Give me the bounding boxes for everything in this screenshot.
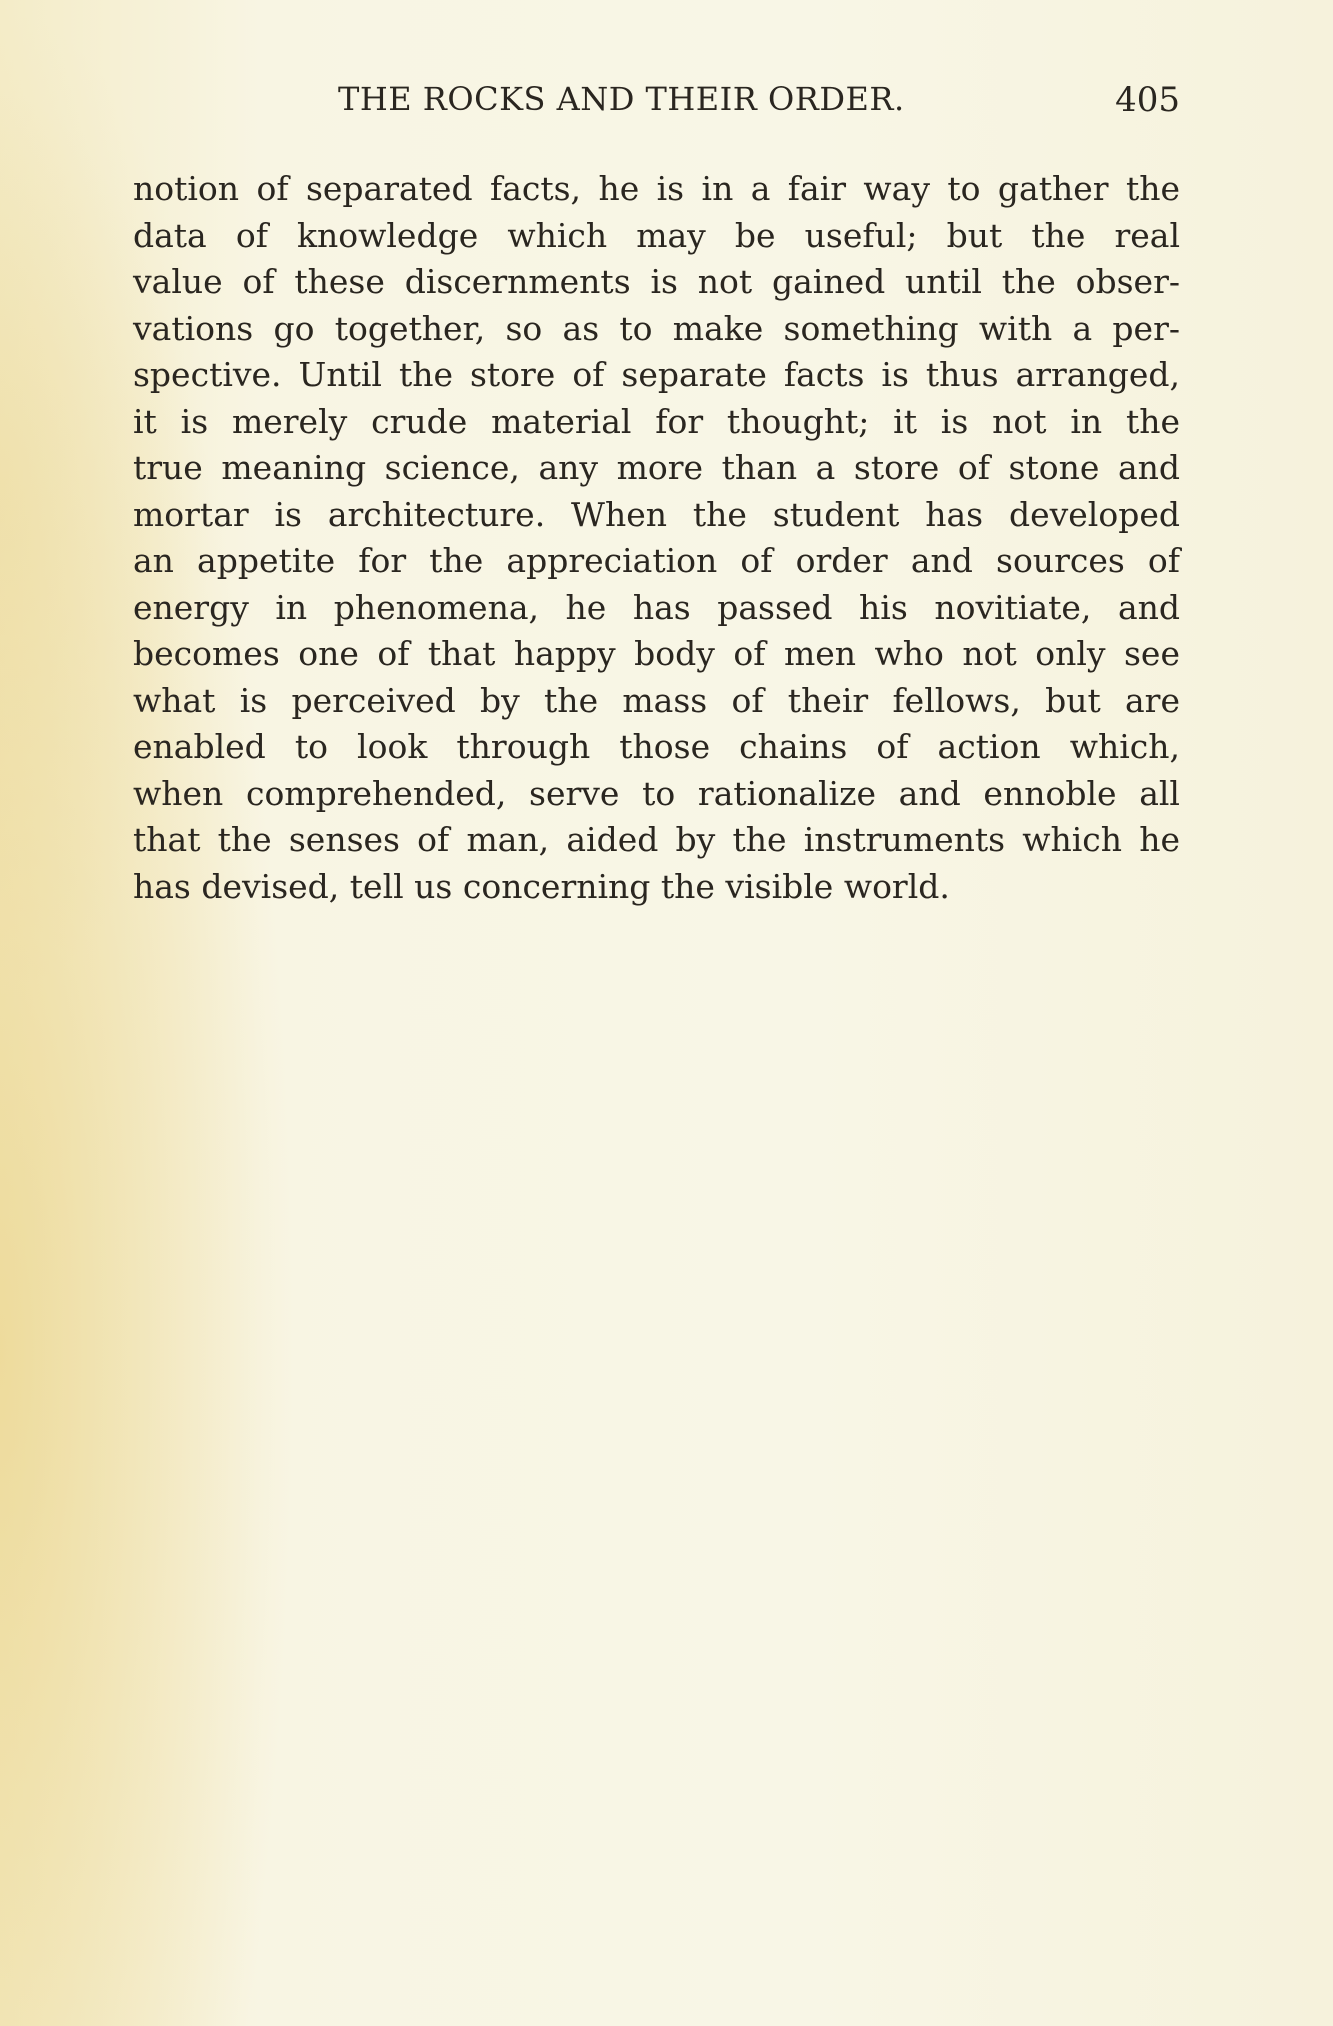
text-line: mortar is architecture. When the student has developed xyxy=(133,494,1180,534)
text-line: has devised, tell us concerning the visible world. xyxy=(133,866,950,906)
body-paragraph xyxy=(133,166,1180,910)
text-line: it is merely crude material for thought; it is not in the xyxy=(133,401,1180,441)
text-line: an appetite for the appreciation of order and sources of xyxy=(133,541,1180,580)
text-line: becomes one of that happy body of men who not only see xyxy=(133,634,1180,673)
text-line: data of knowledge which may be useful; but the real xyxy=(133,215,1180,255)
page-number: 405 xyxy=(1115,80,1180,120)
text-line: what is perceived by the mass of their fellows, but are xyxy=(133,680,1180,720)
text-line: vations go together, so as to make something with a per- xyxy=(133,308,1180,348)
page-header xyxy=(133,80,1180,124)
text-line: enabled to look through those chains of action which, xyxy=(133,727,1180,766)
text-line: true meaning science, any more than a store of stone and xyxy=(133,448,1180,487)
running-title: THE ROCKS AND THEIR ORDER. xyxy=(338,80,905,118)
text-line: spective. Until the store of separate facts is thus arranged, xyxy=(133,355,1180,394)
text-line: value of these discernments is not gained until the obser- xyxy=(133,262,1180,301)
text-line: notion of separated facts, he is in a fair way to gather the xyxy=(133,169,1180,208)
text-line: that the senses of man, aided by the instruments which he xyxy=(133,820,1180,859)
text-line: when comprehended, serve to rationalize and ennoble all xyxy=(133,773,1180,813)
text-line: energy in phenomena, he has passed his novitiate, and xyxy=(133,587,1180,627)
